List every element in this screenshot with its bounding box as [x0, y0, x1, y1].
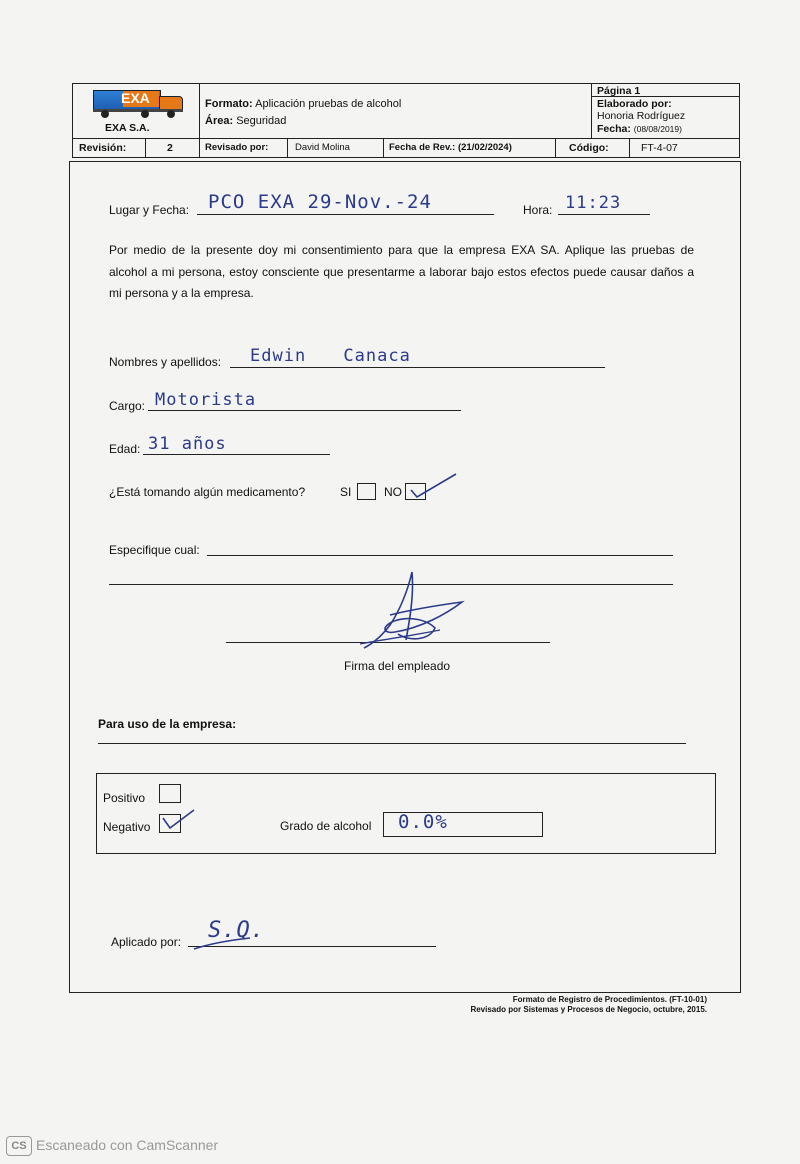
edad-line [143, 454, 330, 455]
firma-label: Firma del empleado [344, 659, 451, 673]
edad-label: Edad: [109, 442, 141, 456]
elaborado-value: Honoria Rodríguez [597, 110, 686, 122]
fecha-rev: Fecha de Rev.: (21/02/2024) [389, 142, 512, 153]
aplicado-value: S.Q. [208, 918, 265, 943]
no-check-mark-icon [408, 470, 460, 502]
company-name: EXA S.A. [105, 122, 150, 134]
hora-label: Hora: [523, 203, 553, 217]
nombres-label: Nombres y apellidos: [109, 355, 222, 369]
grado-label: Grado de alcohol [280, 819, 372, 833]
si-label: SI [340, 485, 352, 499]
pagina: Página 1 [597, 85, 641, 97]
lugar-line [197, 214, 494, 215]
positivo-checkbox[interactable] [159, 784, 181, 803]
revisado-label: Revisado por: [205, 142, 269, 153]
positivo-label: Positivo [103, 791, 146, 805]
cargo-value: Motorista [155, 390, 257, 410]
area-label: Área: [205, 115, 234, 127]
codigo-value: FT-4-07 [641, 142, 678, 154]
formato-label: Formato: [205, 98, 253, 110]
truck-logo [93, 90, 185, 120]
revision-label: Revisión: [79, 142, 127, 154]
area-value: Seguridad [236, 115, 287, 127]
aplicado-underline-stroke-icon [192, 935, 252, 953]
footer-note [400, 995, 707, 1015]
camscanner-text: Escaneado con CamScanner [36, 1137, 219, 1153]
footer-line-1: Formato de Registro de Procedimientos. (FT-10-01) [512, 995, 707, 1004]
employee-signature-icon [350, 570, 470, 655]
hora-line [558, 214, 650, 215]
fecha-value: (08/08/2019) [633, 123, 682, 134]
grado-value: 0.0% [398, 811, 448, 833]
negativo-check-mark-icon [160, 808, 198, 834]
logo-text: EXA [121, 90, 150, 106]
lugar-value: PCO EXA 29-Nov.-24 [208, 191, 432, 213]
cargo-line [148, 410, 461, 411]
nombres-line [230, 367, 605, 368]
elaborado-label: Elaborado por: [597, 97, 672, 110]
uso-empresa-label: Para uso de la empresa: [98, 717, 237, 731]
edad-value: 31 años [148, 434, 227, 454]
medicamento-label: ¿Está tomando algún medicamento? [109, 485, 306, 499]
footer-line-2: Revisado por Sistemas y Procesos de Negocio, octubre, 2015. [470, 1005, 707, 1014]
header-block [72, 83, 740, 158]
si-checkbox[interactable] [357, 483, 376, 500]
lugar-label: Lugar y Fecha: [109, 203, 190, 217]
cargo-label: Cargo: [109, 399, 146, 413]
consent-text: Por medio de la presente doy mi consentimiento para que la empresa EXA SA. Aplique las pruebas de alcohol a mi persona, estoy consciente que presentarme a laborar bajo estos efectos puede causar daños a mi persona y a la empresa. [109, 243, 694, 300]
revision-value: 2 [167, 142, 173, 154]
especifique-line-1 [207, 555, 673, 556]
no-label: NO [384, 485, 402, 499]
fecha-label: Fecha: [597, 122, 631, 135]
logo-cell [73, 84, 200, 138]
especifique-label: Especifique cual: [109, 543, 200, 557]
aplicado-label: Aplicado por: [111, 935, 182, 949]
nombres-value: Edwin Canaca [250, 346, 411, 366]
revision-row [73, 138, 739, 158]
camscanner-badge: CS [6, 1136, 32, 1156]
revisado-value: David Molina [295, 142, 350, 153]
negativo-label: Negativo [103, 820, 151, 834]
codigo-label: Código: [569, 142, 609, 154]
pagina-cell [591, 84, 739, 138]
hora-value: 11:23 [565, 193, 622, 213]
formato-value: Aplicación pruebas de alcohol [255, 98, 402, 110]
uso-empresa-line [98, 743, 686, 744]
formato-cell [199, 84, 592, 138]
